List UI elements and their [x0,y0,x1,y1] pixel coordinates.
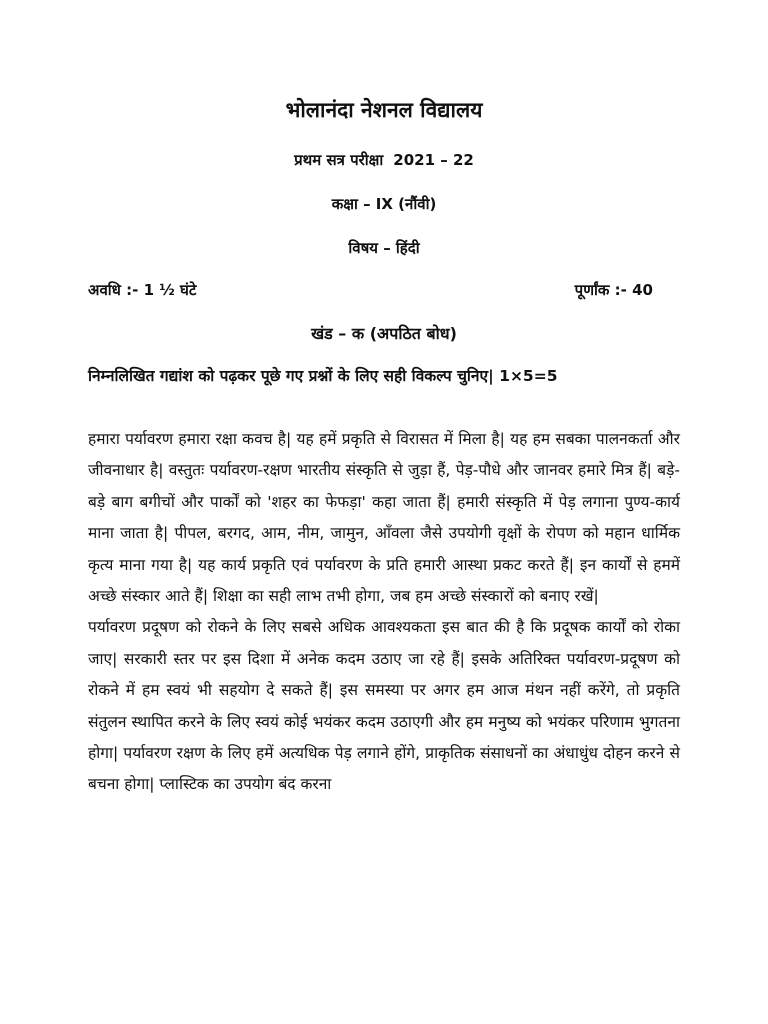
section-instruction: निम्नलिखित गद्यांश को पढ़कर पूछे गए प्रश्नों के लिए सही विकल्प चुनिए| 1×5=5 [88,367,558,385]
school-name: भोलानंदा नेशनल विद्यालय [285,98,483,122]
class-label: कक्षा – IX (नौंवी) [331,195,437,213]
exam-year: 2021 – 22 [393,151,474,169]
reading-passage [88,424,680,801]
max-marks-label: पूर्णांक :- 40 [574,281,653,299]
exam-title: प्रथम सत्र परीक्षा [294,151,384,169]
section-title: खंड – क (अपठित बोध) [311,324,457,343]
duration-label: अवधि :- 1 ½ घंटे [88,281,197,299]
exam-heading [0,150,768,170]
passage-paragraph-1: हमारा पर्यावरण हमारा रक्षा कवच है| यह हमें प्रकृति से विरासत में मिला है| यह हम सबका पालनकर्ता और जीवनाधार है| वस्तुतः पर्यावरण-रक्षण भारतीय संस्कृति से जुड़ा हैं, पेड़-पौधे और जानवर हमारे मित्र हैं| बड़े-बड़े बाग बगीचों और पार्कों को 'शहर का फेफड़ा' कहा जाता हैं| हमारी संस्कृति में पेड़ लगाना पुण्य-कार्य माना जाता है| पीपल, बरगद, आम, नीम, जामुन, आँवला जैसे उपयोगी वृक्षों के रोपण को महान धार्मिक कृत्य माना गया है| यह कार्य प्रकृति एवं पर्यावरण के प्रति हमारी आस्था प्रकट करते हैं| इन कार्यों से हममें अच्छे संस्कार आते हैं| शिक्षा का सही लाभ तभी होगा, जब हम अच्छे संस्कारों को बनाए रखें| [88,430,680,606]
subject-label: विषय – हिंदी [348,239,420,257]
passage-paragraph-2: पर्यावरण प्रदूषण को रोकने के लिए सबसे अधिक आवश्यकता इस बात की है कि प्रदूषक कार्यों को रोका जाए| सरकारी स्तर पर इस दिशा में अनेक कदम उठाए जा रहे हैं| इसके अतिरिक्त पर्यावरण-प्रदूषण को रोकने में हम स्वयं भी सहयोग दे सकते हैं| इस समस्या पर अगर हम आज मंथन नहीं करेंगे, तो प्रकृति संतुलन स्थापित करने के लिए स्वयं कोई भयंकर कदम उठाएगी और हम मनुष्य को भयंकर परिणाम भुगतना होगा| पर्यावरण रक्षण के लिए हमें अत्यधिक पेड़ लगाने होंगे, प्राकृतिक संसाधनों का अंधाधुंध दोहन करने से बचना होगा| प्लास्टिक का उपयोग बंद करना [88,618,680,794]
